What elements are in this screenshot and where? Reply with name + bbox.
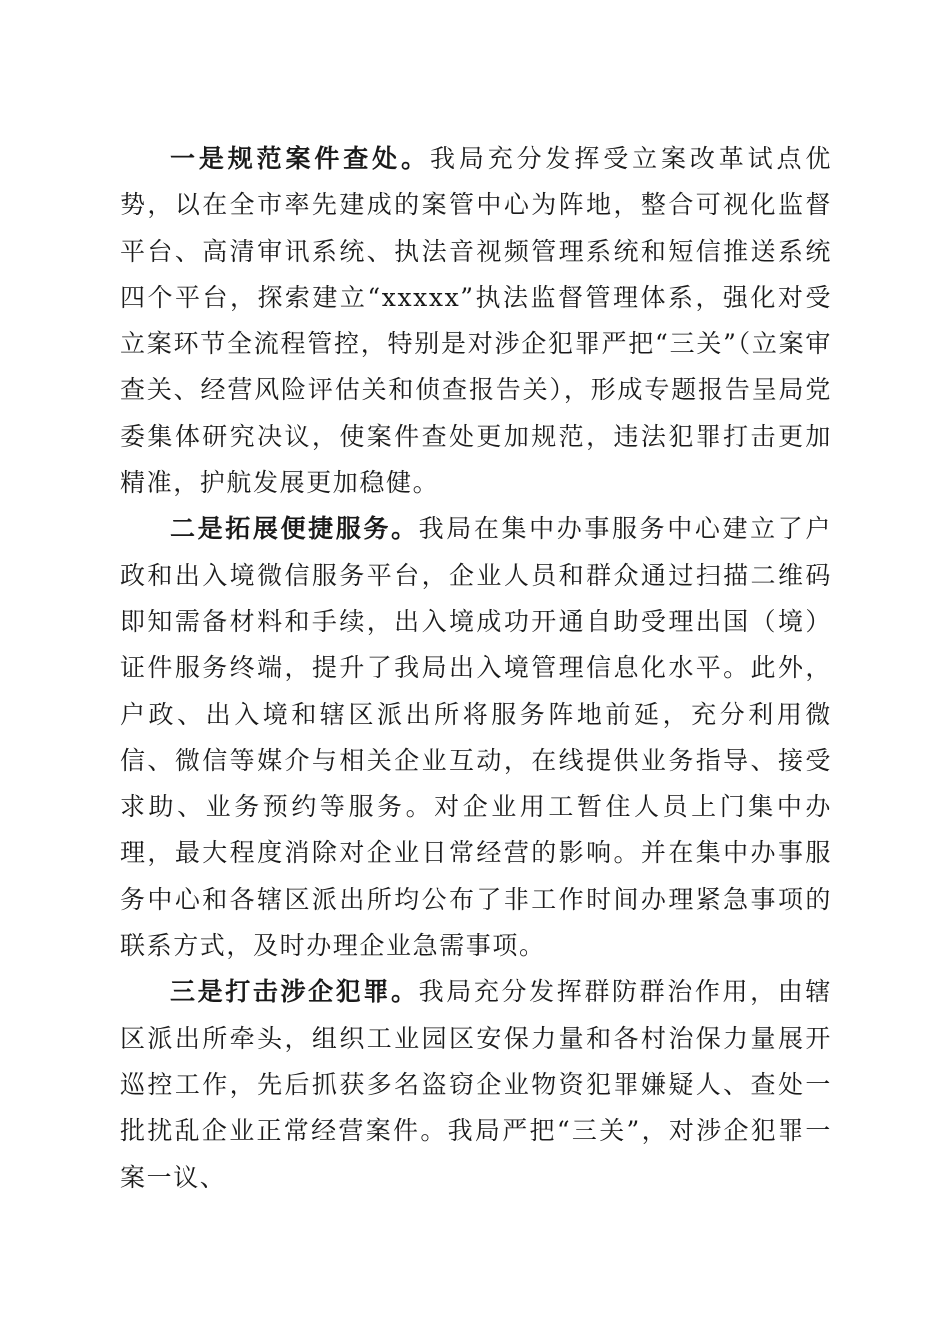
paragraph-case-handling <box>120 136 832 506</box>
paragraph-text: 我局充分发挥群防群治作用，由辖区派出所牵头，组织工业园区安保力量和各村治保力量展开巡控工作，先后抓获多名盗窃企业物资犯罪嫌疑人、查处一批扰乱企业正常经营案件。我局严把“三关”，对涉企犯罪一案一议、 <box>120 977 832 1192</box>
paragraph-text: 我局充分发挥受立案改革试点优势，以在全市率先建成的案管中心为阵地，整合可视化监督平台、高清审讯系统、执法音视频管理系统和短信推送系统四个平台，探索建立“xxxxx”执法监督管理体系，强化对受立案环节全流程管控，特别是对涉企犯罪严把“三关”（立案审查关、经营风险评估关和侦查报告关），形成专题报告呈局党委集体研究决议，使案件查处更加规范，违法犯罪打击更加精准，护航发展更加稳健。 <box>120 144 832 498</box>
paragraph-crime-crackdown <box>120 969 832 1200</box>
paragraph-convenient-service <box>120 506 832 969</box>
paragraph-text: 我局在集中办事服务中心建立了户政和出入境微信服务平台，企业人员和群众通过扫描二维码即知需备材料和手续，出入境成功开通自助受理出国（境）证件服务终端，提升了我局出入境管理信息化水平。此外，户政、出入境和辖区派出所将服务阵地前延，充分利用微信、微信等媒介与相关企业互动，在线提供业务指导、接受求助、业务预约等服务。对企业用工暂住人员上门集中办理，最大程度消除对企业日常经营的影响。并在集中办事服务中心和各辖区派出所均公布了非工作时间办理紧急事项的联系方式，及时办理企业急需事项。 <box>120 514 832 961</box>
paragraph-heading: 一是规范案件查处。 <box>170 144 430 173</box>
document-body <box>120 136 832 1201</box>
paragraph-heading: 三是打击涉企犯罪。 <box>170 977 419 1007</box>
paragraph-heading: 二是拓展便捷服务。 <box>170 514 419 544</box>
